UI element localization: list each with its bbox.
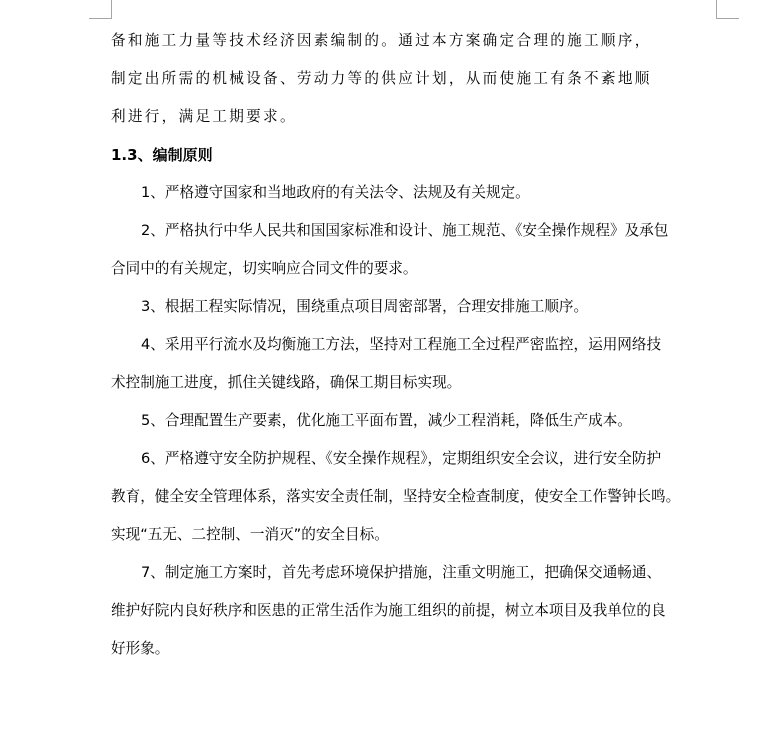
principle-7-line-1: 7、制定施工方案时，首先考虑环境保护措施，注重文明施工，把确保交通畅通、: [141, 564, 662, 581]
principle-6-line-3: 实现“五无、二控制、一消灭”的安全目标。: [111, 526, 389, 543]
page-margin-corner-top-left: [89, 0, 112, 19]
intro-line-2: 制定出所需的机械设备、劳动力等的供应计划，从而使施工有条不紊地顺: [111, 70, 652, 87]
principle-1-line-1: 1、严格遵守国家和当地政府的有关法令、法规及有关规定。: [141, 184, 530, 201]
principle-4-line-1: 4、采用平行流水及均衡施工方法，坚持对工程施工全过程严密监控，运用网络技: [141, 336, 662, 353]
principle-2-line-1: 2、严格执行中华人民共和国国家标准和设计、施工规范、《安全操作规程》及承包: [141, 222, 669, 239]
intro-line-3: 利进行，满足工期要求。: [111, 108, 297, 125]
principle-7-line-3: 好形象。: [111, 640, 170, 657]
intro-line-1: 备和施工力量等技术经济因素编制的。通过本方案确定合理的施工顺序，: [111, 32, 652, 49]
principle-2-line-2: 合同中的有关规定，切实响应合同文件的要求。: [111, 260, 418, 277]
principle-7-line-2: 维护好院内良好秩序和医患的正常生活作为施工组织的前提，树立本项目及我单位的良: [111, 602, 666, 619]
page-margin-corner-top-right: [716, 0, 739, 19]
principle-3-line-1: 3、根据工程实际情况，围绕重点项目周密部署，合理安排施工顺序。: [141, 298, 589, 315]
section-heading: 1.3、编制原则: [111, 146, 213, 164]
principle-6-line-1: 6、严格遵守安全防护规程、《安全操作规程》，定期组织安全会议，进行安全防护: [141, 450, 662, 467]
principle-4-line-2: 术控制施工进度，抓住关键线路，确保工期目标实现。: [111, 374, 462, 391]
principle-5-line-1: 5、合理配置生产要素，优化施工平面布置，减少工程消耗，降低生产成本。: [141, 412, 632, 429]
principle-6-line-2: 教育，健全安全管理体系，落实安全责任制，坚持安全检查制度，使安全工作警钟长鸣。: [111, 488, 681, 505]
